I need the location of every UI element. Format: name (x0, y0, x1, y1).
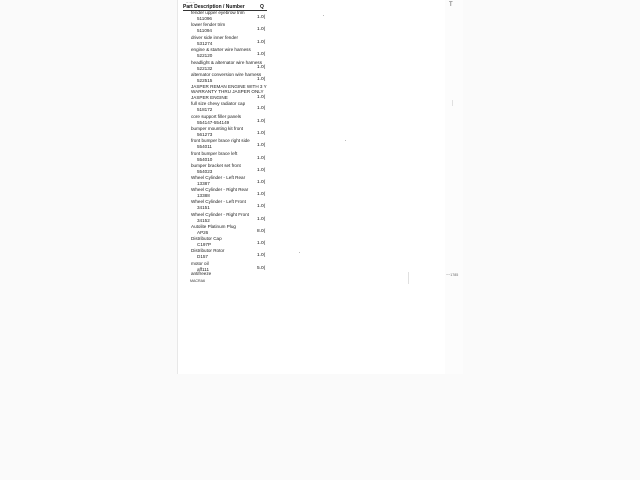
part-description: alternator conversion wire harness (191, 72, 262, 77)
part-number: C197P (197, 241, 212, 247)
part-item (191, 199, 246, 210)
part-item (191, 35, 238, 46)
part-quantity: 1.0( (257, 77, 266, 82)
scan-speck (323, 15, 324, 16)
part-number: 34151 (197, 204, 210, 210)
part-quantity: 1.0( (257, 168, 266, 173)
header-cutoff-text: ~~~ (186, 0, 197, 5)
part-quantity: 1.0( (257, 40, 266, 45)
part-item (191, 114, 241, 125)
part-description: front bumper brace right side (191, 138, 250, 143)
part-description: core support filler panels (191, 114, 242, 119)
part-item (191, 271, 211, 277)
part-description: JASPER ENGINE (191, 95, 228, 100)
part-item (191, 248, 224, 259)
document-page (177, 0, 463, 374)
footer-mark: MACRA6 (190, 279, 205, 283)
part-item (191, 224, 236, 235)
part-number: 554023 (197, 168, 213, 174)
part-item (191, 47, 251, 58)
part-item (191, 138, 250, 149)
part-number: AP26 (197, 229, 209, 235)
page-edge (177, 0, 178, 374)
part-number: 554010 (197, 156, 213, 162)
part-number: 13387 (197, 180, 210, 186)
part-number: 522120 (197, 52, 213, 58)
part-description: driver side inner fender (191, 35, 238, 40)
part-number: 554147-554149 (197, 119, 230, 125)
part-number: 13388 (197, 192, 210, 198)
part-quantity: 1.0( (257, 253, 266, 258)
part-quantity: 1.0( (257, 131, 266, 136)
part-quantity: 1.0( (257, 180, 266, 185)
part-description: WARRANTY THRU JASPER ONLY (191, 89, 264, 94)
part-number: 511094 (197, 27, 212, 33)
part-description: Wheel Cylinder - Left Front (191, 199, 246, 204)
part-quantity: 1.0( (257, 143, 266, 148)
part-description: Wheel Cylinder - Right Front (191, 212, 249, 217)
scan-line (452, 100, 453, 106)
part-quantity: 1.0( (257, 27, 266, 32)
part-description: lower fender trim (191, 22, 226, 27)
column-header-description: Part Description / Number (183, 4, 245, 10)
part-number: 518172 (197, 106, 213, 112)
part-item (191, 175, 245, 186)
part-quantity: 1.0( (257, 217, 266, 222)
part-description: front bumper brace left (191, 151, 238, 156)
part-quantity: 1.0( (257, 156, 266, 161)
part-description: Wheel Cylinder - Right Rear (191, 187, 249, 192)
part-description: Distributor Cap (191, 236, 222, 241)
part-number: 522515 (197, 77, 213, 83)
scan-margin-bottom (177, 374, 463, 480)
part-description: antifreeze (191, 271, 212, 276)
part-quantity: 1.0( (257, 52, 266, 57)
column-header-quantity: Q (260, 4, 264, 10)
corner-mark: T (449, 2, 453, 8)
scan-line (408, 272, 409, 284)
part-item (191, 236, 222, 247)
part-item (191, 72, 261, 83)
scan-speck (345, 140, 346, 141)
part-quantity: 1.0( (257, 106, 266, 111)
part-number: 554011 (197, 143, 212, 149)
part-quantity: 1.0( (257, 241, 266, 246)
part-description: bumper bracket set front (191, 163, 241, 168)
page-blank-area (445, 0, 463, 374)
scan-margin-left (0, 0, 177, 480)
part-quantity: 1.0( (257, 95, 266, 100)
part-item (191, 101, 245, 112)
side-mark: ~~1785 (446, 273, 459, 277)
part-description: JASPER REMAN ENGINE WITH 3 Y (191, 84, 267, 89)
scan-speck (299, 252, 300, 253)
scan-margin-right (463, 0, 640, 480)
part-item (191, 60, 262, 71)
part-quantity: 8.0( (257, 229, 266, 234)
part-item (191, 22, 225, 33)
part-number: 34152 (197, 217, 210, 223)
part-quantity: 1.0( (257, 119, 266, 124)
part-quantity: 1.0( (257, 204, 266, 209)
part-number: D157 (197, 253, 208, 259)
part-description: full size chevy radiator cap (191, 101, 246, 106)
part-number: 561273 (197, 131, 213, 137)
part-item (191, 212, 249, 223)
part-item (191, 95, 228, 101)
part-number: 522132 (197, 65, 213, 71)
part-description: headlight & alternator wire harness (191, 60, 262, 65)
part-number: aff111 (197, 266, 210, 272)
part-description: motor oil (191, 261, 209, 266)
part-description: Wheel Cylinder - Left Rear (191, 175, 246, 180)
part-description: Distributor Rotor (191, 248, 225, 253)
part-description: bumper mounting kit front (191, 126, 244, 131)
part-number: 511096 (197, 15, 212, 21)
part-item (191, 89, 264, 95)
part-item (191, 187, 248, 198)
part-quantity: 1.0( (257, 65, 266, 70)
part-item (191, 163, 241, 174)
part-description: Autolite Platinum Plug (191, 224, 236, 229)
part-description: engine & starter wire harness (191, 47, 251, 52)
part-description: fender upper eyebrow trim (191, 10, 245, 15)
part-quantity: 1.0( (257, 15, 266, 20)
part-item (191, 151, 237, 162)
part-quantity: 5.0( (257, 266, 266, 271)
part-number: 531274 (197, 40, 213, 46)
part-item (191, 126, 243, 137)
part-item (191, 10, 245, 21)
part-quantity: 1.0( (257, 192, 266, 197)
